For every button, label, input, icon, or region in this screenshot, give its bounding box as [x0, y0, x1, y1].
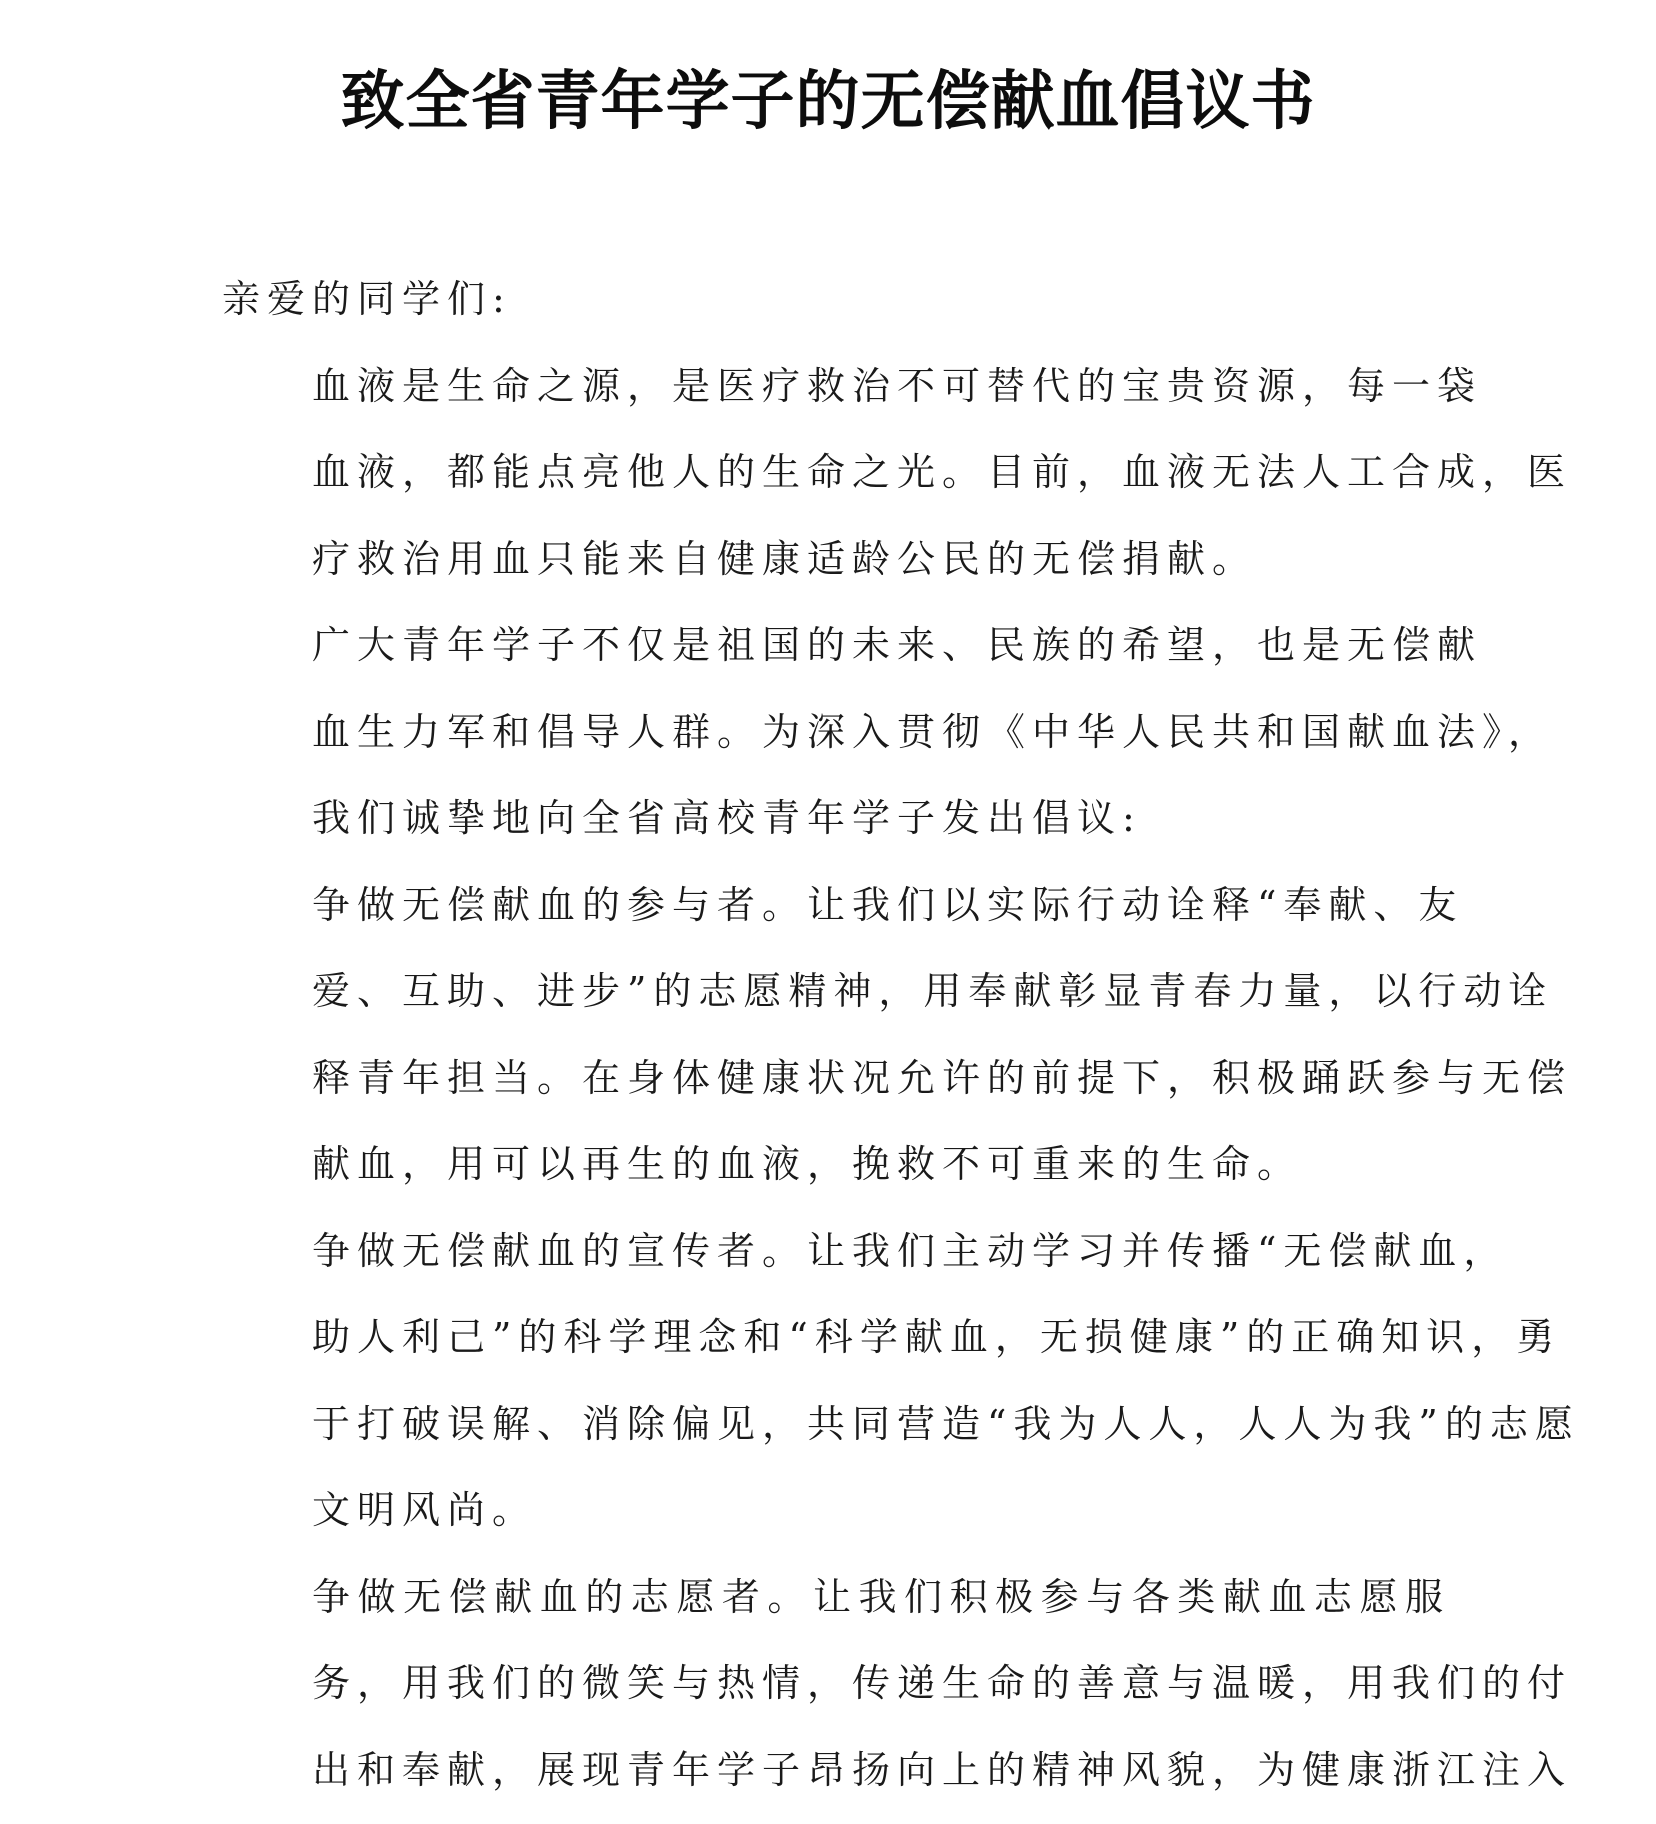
paragraph-advocate — [222, 1208, 1580, 1554]
text-line: 务，用我们的微笑与热情，传递生命的善意与温暖，用我们的付 — [312, 1661, 1573, 1705]
text-line: 疗救治用血只能来自健康适龄公民的无偿捐献。 — [312, 536, 1258, 581]
text-line: 出和奉献，展现青年学子昂扬向上的精神风貌，为健康浙江注入 — [312, 1747, 1573, 1792]
text-line: 争做无偿献血的志愿者。让我们积极参与各类献血志愿服 — [312, 1574, 1450, 1619]
document-body — [222, 256, 1580, 1813]
text-line: 血液，都能点亮他人的生命之光。目前，血液无法人工合成，医 — [312, 450, 1573, 494]
text-line: 爱、互助、进步”的志愿精神，用奉献彰显青春力量，以行动诠 — [312, 969, 1554, 1013]
text-line: 于打破误解、消除偏见，共同营造“我为人人，人人为我”的志愿 — [312, 1401, 1580, 1446]
text-line: 争做无偿献血的宣传者。让我们主动学习并传播“无偿献血， — [312, 1228, 1509, 1273]
text-line: 文明风尚。 — [312, 1488, 538, 1532]
text-line: 争做无偿献血的参与者。让我们以实际行动诠释“奉献、友 — [312, 882, 1464, 927]
text-line: 广大青年学子不仅是祖国的未来、民族的希望，也是无偿献 — [312, 623, 1483, 667]
text-line: 献血，用可以再生的血液，挽救不可重来的生命。 — [312, 1142, 1303, 1186]
salutation — [222, 256, 1450, 343]
salutation-line: 亲爱的同学们: — [222, 277, 512, 321]
text-line: 血生力军和倡导人群。为深入贯彻《中华人民共和国献血法》， — [312, 709, 1554, 754]
paragraph-proposal — [222, 602, 1554, 862]
paragraph-participant — [222, 862, 1573, 1208]
document-title: 致全省青年学子的无偿献血倡议书 — [340, 64, 1316, 139]
paragraph-intro — [222, 343, 1573, 603]
text-line: 助人利己”的科学理念和“科学献血，无损健康”的正确知识，勇 — [312, 1315, 1562, 1359]
text-line: 血液是生命之源，是医疗救治不可替代的宝贵资源，每一袋 — [312, 363, 1483, 408]
text-line: 释青年担当。在身体健康状况允许的前提下，积极踊跃参与无偿 — [312, 1055, 1573, 1100]
text-line: 我们诚挚地向全省高校青年学子发出倡议: — [312, 796, 1142, 840]
paragraph-volunteer — [222, 1554, 1573, 1814]
